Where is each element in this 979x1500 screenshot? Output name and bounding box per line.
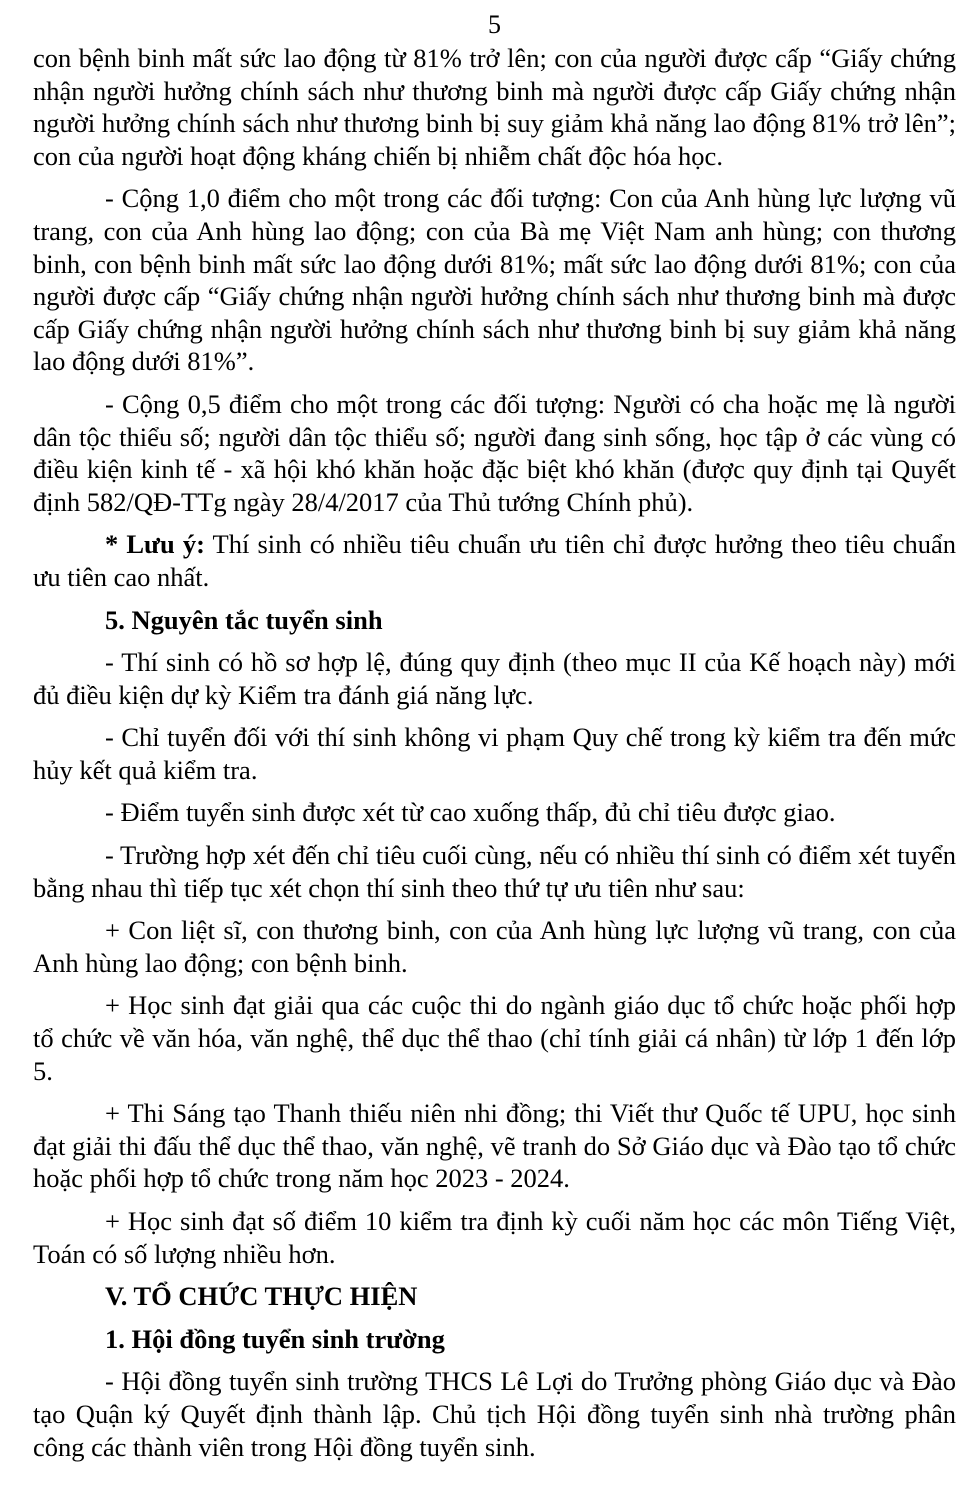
- paragraph-valid-profile: - Thí sinh có hồ sơ hợp lệ, đúng quy định (theo mục II của Kế hoạch này) mới đủ điều kiện dự kỳ Kiểm tra đánh giá năng lực.: [33, 647, 956, 710]
- document-page: [33, 8, 956, 1473]
- page-number: 5: [488, 10, 501, 39]
- note-text: Thí sinh có nhiều tiêu chuẩn ưu tiên chỉ được hưởng theo tiêu chuẩn ưu tiên cao nhất.: [33, 529, 956, 592]
- paragraph-score-order: - Điểm tuyển sinh được xét từ cao xuống thấp, đủ chỉ tiêu được giao.: [105, 797, 836, 828]
- paragraph-continuation: con bệnh binh mất sức lao động từ 81% trở lên; con của người được cấp “Giấy chứng nhận người hưởng chính sách như thương binh mà người được cấp Giấy chứng nhận người hưởng chính sách như thương binh bị suy giảm khả năng lao động 81% trở lên”; con của người hoạt động kháng chiến bị nhiễm chất độc hóa học.: [33, 43, 956, 171]
- paragraph-priority-1: + Con liệt sĩ, con thương binh, con của Anh hùng lực lượng vũ trang, con của Anh hùng lao động; con bệnh binh.: [33, 915, 956, 978]
- paragraph-note: [33, 528, 956, 593]
- paragraph-tie-break: - Trường hợp xét đến chỉ tiêu cuối cùng, nếu có nhiều thí sinh có điểm xét tuyển bằng nhau thì tiếp tục xét chọn thí sinh theo thứ tự ưu tiên như sau:: [33, 840, 956, 903]
- heading-admission-principles: 5. Nguyên tắc tuyển sinh: [105, 604, 383, 635]
- paragraph-plus-half-point: - Cộng 0,5 điểm cho một trong các đối tượng: Người có cha hoặc mẹ là người dân tộc thiểu số; người dân tộc thiểu số; người đang sinh sống, học tập ở các vùng có điều kiện kinh tế - xã hội khó khăn hoặc đặc biệt khó khăn (được quy định tại Quyết định 582/QĐ-TTg ngày 28/4/2017 của Thủ tướng Chính phủ).: [33, 388, 956, 517]
- paragraph-plus-1-point: - Cộng 1,0 điểm cho một trong các đối tượng: Con của Anh hùng lực lượng vũ trang, con của Anh hùng lao động; con của Bà mẹ Việt Nam anh hùng; con thương binh, con bệnh binh mất sức lao động dưới 81%; mất sức lao động dưới 81%; con của người được cấp “Giấy chứng nhận người hưởng chính sách như thương binh mà được cấp Giấy chứng nhận người hưởng chính sách như thương binh bị suy giảm khả năng lao động dưới 81%”.: [33, 183, 956, 377]
- paragraph-council-formation: - Hội đồng tuyển sinh trường THCS Lê Lợi do Trưởng phòng Giáo dục và Đào tạo Quận ký Quyết định thành lập. Chủ tịch Hội đồng tuyển sinh nhà trường phân công các thành viên trong Hội đồng tuyển sinh.: [33, 1366, 956, 1462]
- paragraph-priority-4: + Học sinh đạt số điểm 10 kiểm tra định kỳ cuối năm học các môn Tiếng Việt, Toán có số lượng nhiều hơn.: [33, 1206, 956, 1269]
- paragraph-priority-3: + Thi Sáng tạo Thanh thiếu niên nhi đồng; thi Viết thư Quốc tế UPU, học sinh đạt giải thi đấu thể dục thể thao, văn nghệ, vẽ tranh do Sở Giáo dục và Đào tạo tổ chức hoặc phối hợp tổ chức trong năm học 2023 - 2024.: [33, 1098, 956, 1194]
- paragraph-priority-2: + Học sinh đạt giải qua các cuộc thi do ngành giáo dục tổ chức hoặc phối hợp tổ chức về văn hóa, văn nghệ, thể dục thể thao (chỉ tính giải cá nhân) từ lớp 1 đến lớp 5.: [33, 990, 956, 1086]
- heading-implementation: V. TỔ CHỨC THỰC HIỆN: [105, 1281, 418, 1312]
- note-label: * Lưu ý:: [105, 529, 205, 560]
- paragraph-no-violation: - Chỉ tuyển đối với thí sinh không vi phạm Quy chế trong kỳ kiểm tra đến mức hủy kết quả kiểm tra.: [33, 722, 956, 785]
- heading-admission-council: 1. Hội đồng tuyển sinh trường: [105, 1323, 445, 1354]
